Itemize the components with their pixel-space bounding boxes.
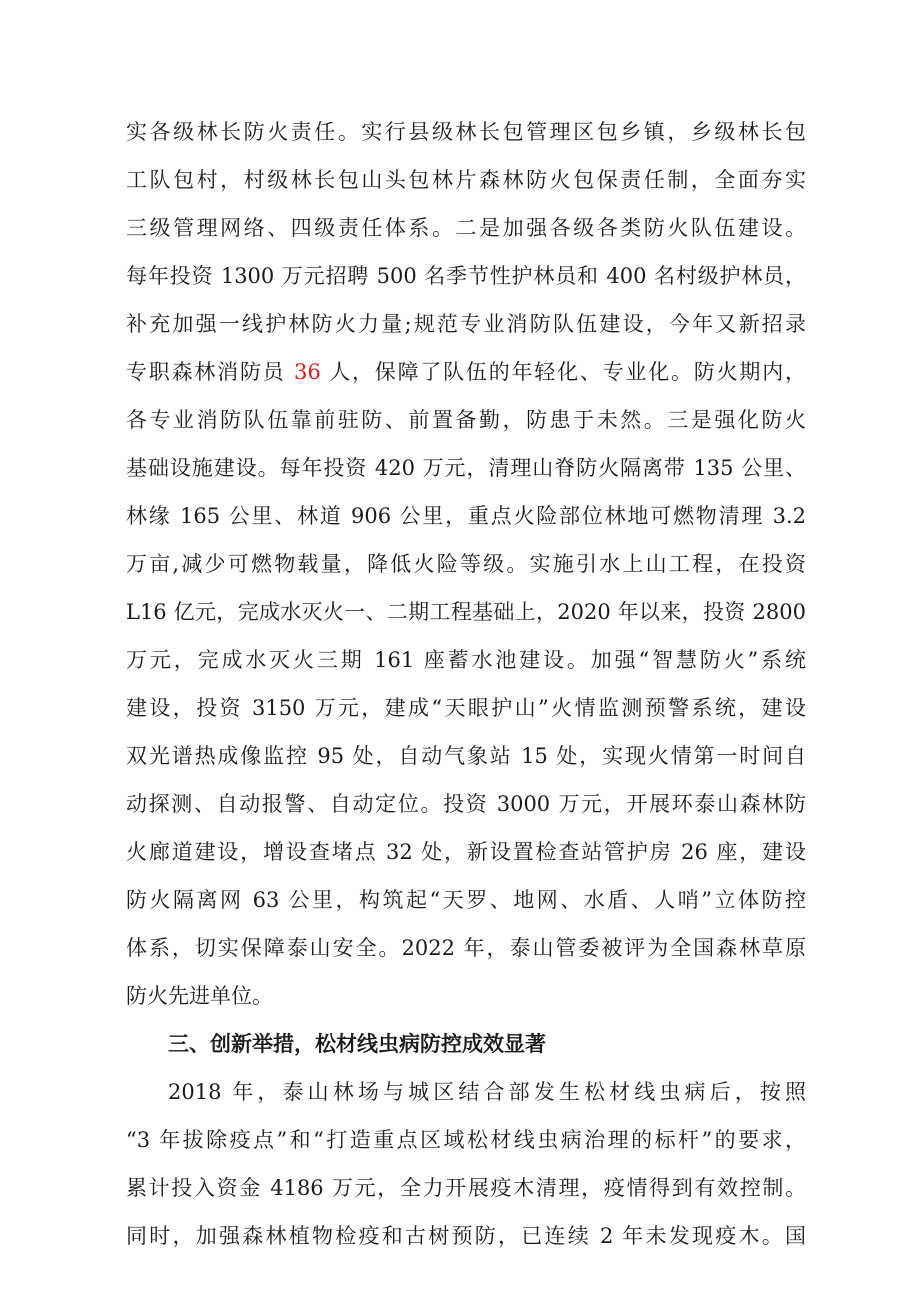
- text-line: 工队包村，村级林长包山头包林片森林防火包保责任制，全面夯实: [126, 168, 806, 192]
- text-line: L16 亿元，完成水灭火一、二期工程基础上，2020 年以来，投资 2800: [126, 600, 806, 624]
- text-line: 实各级林长防火责任。实行县级林长包管理区包乡镇，乡级林长包: [126, 120, 806, 144]
- text-line: 火廊道建设，增设查堵点 32 处，新设置检查站管护房 26 座，建设: [126, 840, 806, 864]
- text-segment: 专职森林消防员: [126, 360, 294, 384]
- text-line: 基础设施建设。每年投资 420 万元，清理山脊防火隔离带 135 公里、: [126, 456, 806, 480]
- text-line: 双光谱热成像监控 95 处，自动气象站 15 处，实现火情第一时间自: [126, 744, 806, 768]
- text-line: 防火隔离网 63 公里，构筑起“天罗、地网、水盾、人哨”立体防控: [126, 888, 806, 912]
- section-heading: 三、创新举措，松材线虫病防控成效显著: [168, 1032, 546, 1056]
- text-line: “3 年拔除疫点”和“打造重点区域松材线虫病治理的标杆”的要求，: [126, 1128, 806, 1152]
- text-line: 每年投资 1300 万元招聘 500 名季节性护林员和 400 名村级护林员，: [126, 264, 806, 288]
- text-line: 同时，加强森林植物检疫和古树预防，已连续 2 年未发现疫木。国: [126, 1224, 806, 1248]
- text-line: 补充加强一线护林防火力量;规范专业消防队伍建设，今年又新招录: [126, 312, 806, 336]
- text-line: 动探测、自动报警、自动定位。投资 3000 万元，开展环泰山森林防: [126, 792, 806, 816]
- text-line: 体系，切实保障泰山安全。2022 年，泰山管委被评为全国森林草原: [126, 936, 806, 960]
- text-line: 累计投入资金 4186 万元，全力开展疫木清理，疫情得到有效控制。: [126, 1176, 806, 1200]
- text-line: 万元，完成水灭火三期 161 座蓄水池建设。加强“智慧防火”系统: [126, 648, 806, 672]
- text-line: 三级管理网络、四级责任体系。二是加强各级各类防火队伍建设。: [126, 216, 806, 240]
- text-line: 万亩,减少可燃物载量，降低火险等级。实施引水上山工程，在投资: [126, 552, 806, 576]
- text-line: [126, 356, 806, 388]
- text-line: 各专业消防队伍靠前驻防、前置备勤，防患于未然。三是强化防火: [126, 408, 806, 432]
- text-line: 林缘 165 公里、林道 906 公里，重点火险部位林地可燃物清理 3.2: [126, 504, 806, 528]
- text-line: 2018 年，泰山林场与城区结合部发生松材线虫病后，按照: [168, 1080, 806, 1104]
- text-line: 防火先进单位。: [126, 984, 273, 1008]
- text-line: 建设，投资 3150 万元，建成“天眼护山”火情监测预警系统，建设: [126, 696, 806, 720]
- text-segment: 人，保障了队伍的年轻化、专业化。防火期内，: [320, 360, 806, 384]
- highlighted-number: 36: [294, 360, 321, 384]
